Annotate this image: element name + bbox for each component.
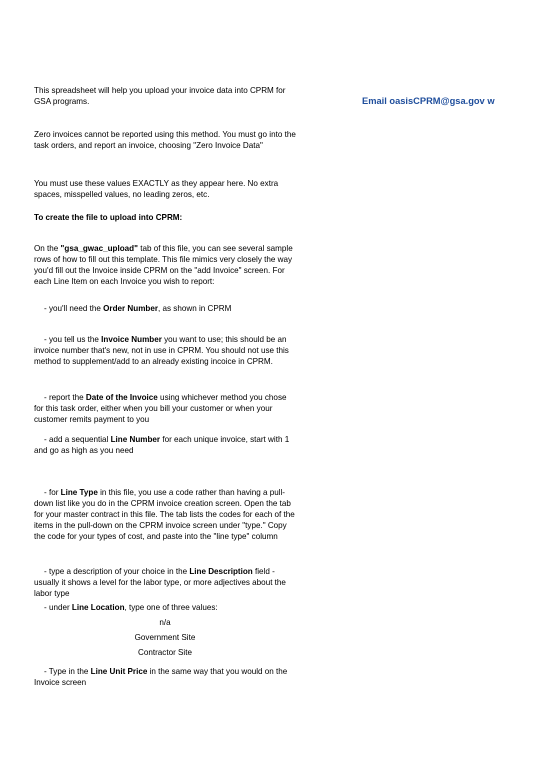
tab-instructions-post: tab of this file, you can see several sample rows of how to fill out this template. This file mimics very closely the way you'd fill out the Invoice inside CPRM on the "add Invoice" screen. For each Line Item on each Invoice you wish to report: — [34, 244, 293, 286]
unit-price-pre: - Type in the — [44, 667, 91, 676]
zero-invoices-note: Zero invoices cannot be reported using this method. You must go into the task orders, and report an invoice, choosing "Zero Invoice Data" — [34, 130, 296, 150]
invoice-date-post: using whichever method you chose for this task order, either when you bill your customer or when your customer remits payment to you — [34, 393, 287, 424]
location-value-government-site: Government Site — [134, 633, 196, 642]
line-location-pre: - under — [44, 603, 72, 612]
unit-price-step — [34, 666, 296, 688]
tab-name: "gsa_gwac_upload" — [60, 244, 138, 253]
unit-price-post: in the same way that you would on the Invoice screen — [34, 667, 288, 687]
line-number-step — [34, 434, 296, 456]
line-location-label: Line Location — [71, 603, 125, 612]
invoice-date-step — [34, 392, 296, 425]
invoice-number-step — [34, 334, 296, 367]
invoice-number-label: Invoice Number — [101, 335, 162, 344]
line-description-post: field - usually it shows a level for the labor type, or more adjectives about the labor type — [34, 567, 286, 598]
order-number-step — [34, 303, 296, 314]
order-number-pre: - you'll need the — [44, 304, 104, 313]
line-type-step — [34, 487, 296, 542]
location-value-na: n/a — [159, 618, 171, 627]
invoice-number-post: you want to use; this should be an invoice number that's new, not in use in CPRM. You should not use this method to supplement/add to an already existing incoice in CPRM. — [34, 335, 289, 366]
intro-text: This spreadsheet will help you upload your invoice data into CPRM for GSA programs. — [34, 86, 286, 106]
line-location-post: , type one of three values: — [124, 603, 218, 612]
invoice-date-pre: - report the — [44, 393, 86, 402]
line-description-step — [34, 566, 296, 599]
create-file-heading-text: To create the file to upload into CPRM: — [34, 213, 183, 222]
unit-price-label: Line Unit Price — [90, 667, 148, 676]
line-number-post: for each unique invoice, start with 1 and go as high as you need — [34, 435, 290, 455]
line-type-label: Line Type — [60, 488, 98, 497]
tab-instructions — [34, 243, 296, 287]
invoice-number-pre: - you tell us the — [44, 335, 102, 344]
line-type-post: in this file, you use a code rather than having a pull-down list like you do in the CPRM invoice creation screen. Open the tab for your master contract in this file. The tab lists the codes for each of the items in the pull-down on the CPRM invoice screen under "type." Copy the code for your types of cost, and paste into the "line type" column — [34, 488, 295, 541]
order-number-post: , as shown in CPRM — [158, 304, 232, 313]
contact-email-link[interactable]: Email oasisCPRM@gsa.gov w — [362, 96, 495, 106]
line-description-pre: - type a description of your choice in the — [44, 567, 190, 576]
exact-values-note: You must use these values EXACTLY as they appear here. No extra spaces, misspelled values, no leading zeros, etc. — [34, 179, 279, 199]
line-location-step — [34, 602, 296, 613]
line-type-pre: - for — [44, 488, 61, 497]
tab-instructions-pre: On the — [34, 244, 61, 253]
create-file-heading — [34, 212, 296, 223]
location-value-contractor-site: Contractor Site — [138, 648, 192, 657]
line-number-label: Line Number — [110, 435, 161, 444]
order-number-label: Order Number — [103, 304, 159, 313]
line-number-pre: - add a sequential — [44, 435, 111, 444]
line-description-label: Line Description — [189, 567, 253, 576]
invoice-date-label: Date of the Invoice — [85, 393, 158, 402]
